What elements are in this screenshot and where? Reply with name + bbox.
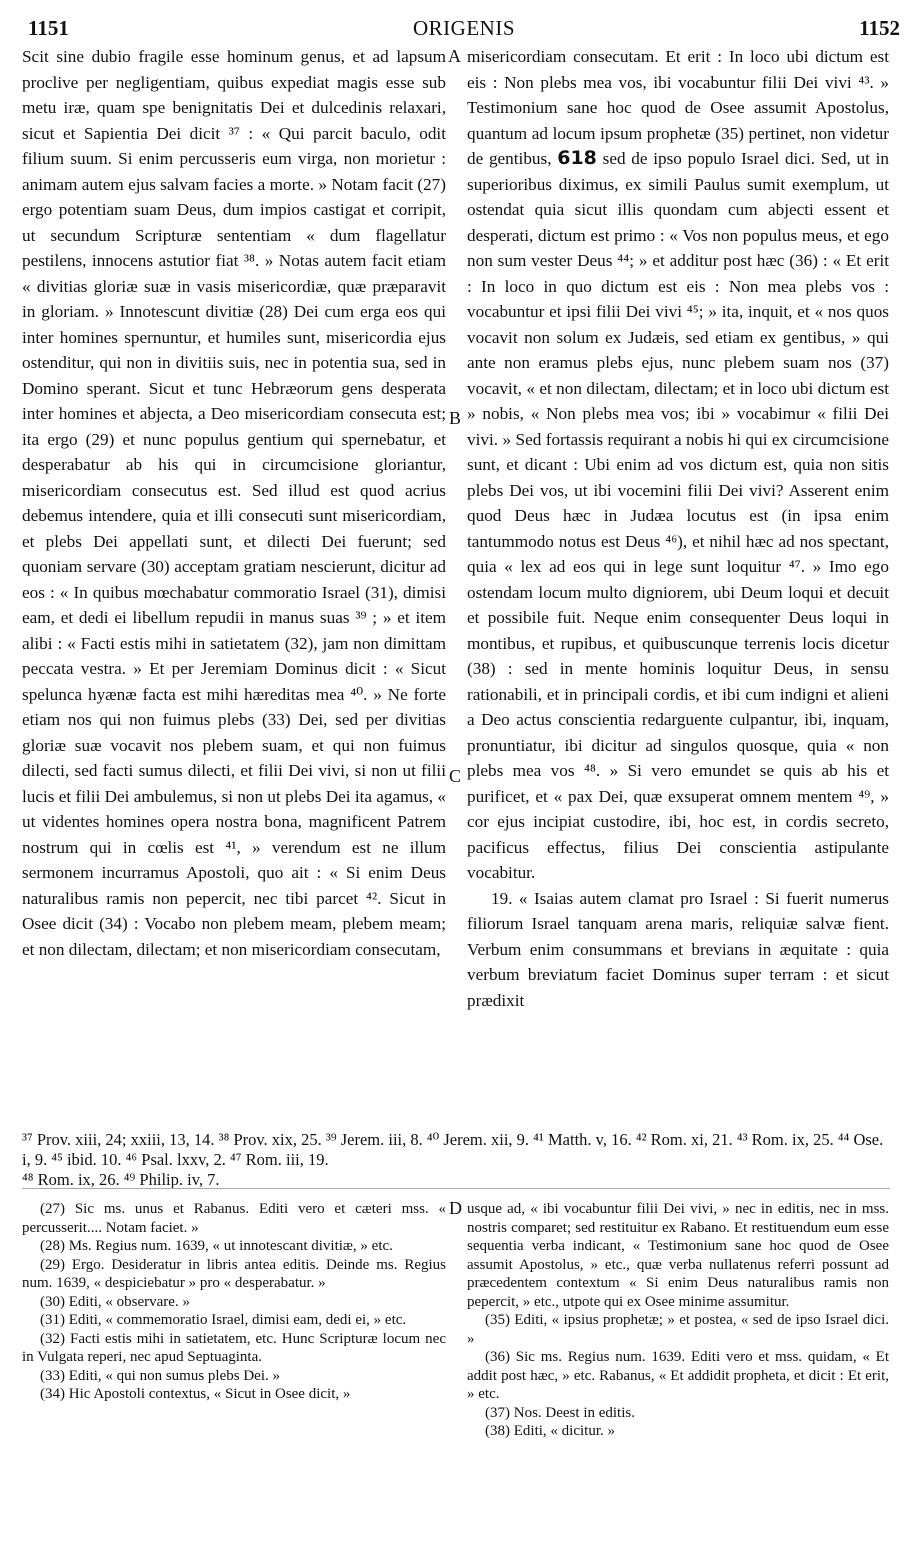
references-line-1: ³⁷ Prov. xiii, 24; xxiii, 13, 14. ³⁸ Prov. xix, 25. ³⁹ Jerem. iii, 8. ⁴⁰ Jerem. xii, 9. ⁴¹ Matth. v, 16. ⁴² Rom. xi, 21. ⁴³ Rom. ix, 25. ⁴⁴ Ose. i, 9. ⁴⁵ ibid. 10. ⁴⁶ Psal. lxxv, 2. ⁴⁷ Rom. iii, 19. bbox=[22, 1130, 884, 1169]
running-title: ORIGENIS bbox=[413, 16, 515, 40]
references-line-2: ⁴⁸ Rom. ix, 26. ⁴⁹ Philip. iv, 7. bbox=[22, 1170, 220, 1189]
footnote-33: (33) Editi, « qui non sumus plebs Dei. » bbox=[40, 1367, 280, 1384]
page-number-left: 1151 bbox=[28, 16, 69, 40]
page-number-right: 1152 bbox=[859, 16, 900, 40]
body-paragraph bbox=[467, 44, 889, 886]
margin-letter-a: A bbox=[448, 46, 461, 66]
margin-letter-c: C bbox=[449, 766, 462, 786]
body-paragraph: Scit sine dubio fragile esse hominum genus, et ad lapsum proclive per negligentiam, quibus expediat magis esse sub metu iræ, quam spe benignitatis Dei et dulcedinis relaxari, sicut et Sapientia Dei dicit ³⁷ : « Qui parcit baculo, odit filium suum. Si enim percusseris eum virga, non morietur : animam autem ejus salvam facies a morte. » Notam facit (27) ergo potentiam suam Deus, dum impios castigat et corripit, ut secundum Scripturæ sententiam « dum flagellatur pestilens, innocens astutior fiat ³⁸. » Notas autem facit etiam « divitias gloriæ suæ in vasis misericordiæ, quæ præparavit in gloriam. » Innotescunt divitiæ (28) Dei cum erga eos qui inter homines spernuntur, et humiles sunt, misericordia ejus ostenditur, qui non in divitiis suis, nec in potentia sua, sed in Domino sperant. Sicut et tunc Hebræorum gens desperata inter homines et abjecta, a Deo misericordiam consecuta est; ita ergo (29) et nunc populus gentium qui spernebatur, et desperabatur ab his qui in circumcisione gloriantur, misericordiam consecutus est. Sed illud est quod acrius debemus intendere, quia et illi consecuti sunt misericordiam, et plebs Dei appellati sunt, et dilecti Dei fuerunt; sed quoniam servare (30) acceptam gratiam nescierunt, dicitur ad eos : « In quibus mœchabatur commoratio Israel (31), dimisi eam, et dedi ei libellum repudii in manus suas ³⁹ ; » et item alibi : « Facti estis mihi in satietatem (32), jam non dimittam peccata vestra. » Et per Jeremiam Dominus dicit : « Sicut spelunca hyænæ facta est mihi hæreditas mea ⁴⁰. » Ne forte etiam nos qui non fuimus plebs (33) Dei, sed per divitias gloriæ suæ vocavit nos plebem suam, et qui non fuimus dilecti, sed facti sumus dilecti, et filii Dei vivi, si non ut filii lucis et filii Dei ambulemus, si non ut plebs Dei ita agamus, « ut videntes homines opera nostra bona, magnificent Patrem nostrum qui in cœlis est ⁴¹, » verendum est ne illum sermonem incurramus Apostoli, quo ait : « Si enim Deus naturalibus ramis non pepercit, nec tibi parcet ⁴². Sicut in Osee dicit (34) : Vocabo non plebem meam, plebem meam; et non dilectam, dilectam; et non misericordiam consecutam, bbox=[22, 47, 446, 959]
footnote-divider bbox=[22, 1188, 890, 1189]
scripture-references bbox=[22, 1130, 890, 1190]
footnote-30: (30) Editi, « observare. » bbox=[40, 1293, 190, 1310]
page-header bbox=[28, 16, 900, 40]
footnotes-left-column bbox=[22, 1200, 446, 1404]
margin-letter-d: D bbox=[449, 1198, 462, 1218]
body-text: sed de ipso populo Israel dici. Sed, ut in superioribus diximus, ex simili Paulus sumit exemplum, ut ostendat quia sicut illis quondam cum abjecti essent et desperati, dictum est primo : « Vos non populus meus, et ego non sum vester Deus ⁴⁴; » et additur post hæc (36) : « Et erit : In loco in quo dictum est eis : Non mea plebs vos : vocabuntur et ipsi filii Dei vivi ⁴⁵; » ita, inquit, et « nos quos vocavit non solum ex Judæis, sed etiam ex gentibus, » qui ante non eramus plebs ejus, nunc plebem suam nos (37) vocavit, « et non dilectam, dilectam; et in loco ubi dictum est » nobis, « Non plebs mea vos; ibi » vocabimur « filii Dei vivi. » Sed fortassis requirant a nobis hi qui ex circumcisione sunt, et dicant : Ubi enim ad vos dictum est, quia non sitis plebs Dei vos, ut ibi vocemini filii Dei vivi? Asserent enim quod Deus hæc in Judæa locutus est (in ipsa enim tantummodo notus est Deus ⁴⁶), et nihil hæc ad nos spectant, quia « lex ad eos qui in lege sunt loquitur ⁴⁷. » Imo ego ostendam locum multo digniorem, ubi Deum loqui et decuit et possibile fuit. Neque enim consequenter Deus loqui in montibus, et rupibus, et quibuscunque terrenis locis dicetur (38) : sed in mente hominis loquitur Deus, in sensu rationabili, et in principali cordis, et ibi cum indigni et alieni a Deo actus conscientia redarguente culpantur, ibi, inquam, pronuntiatur, ibi dicitur ad singulos quosque, quia « non plebs mea vos ⁴⁸. » Si vero emundet se quis ab his et purificet, et « pax Dei, quæ exsuperat omnem mentem ⁴⁹, » cor ejus incipiat custodire, ibi, hoc est, in cordis secreto, pacificus effectus, filius Dei conscientia astipulante vocabitur. bbox=[467, 149, 890, 882]
footnote-34: (34) Hic Apostoli contextus, « Sicut in Osee dicit, » bbox=[40, 1386, 351, 1402]
page-marker-618: 618 bbox=[557, 147, 597, 169]
section-19-paragraph: 19. « Isaias autem clamat pro Israel : Si fuerit numerus filiorum Israel tanquam arena maris, reliquiæ salvæ fient. Verbum enim consummans et brevians in æquitate : quia verbum breviatum faciet Dominus super terram : et sicut prædixit bbox=[467, 888, 889, 1010]
footnotes-right-column bbox=[467, 1200, 889, 1441]
footnote-38: (38) Editi, « dicitur. » bbox=[485, 1423, 615, 1439]
body-text: misericordiam consecutam. Et erit : In loco ubi dictum est eis : Non plebs mea vos, ibi vocabuntur filii Dei vivi ⁴³. » Testimonium sane hoc quod de Osee assumit Apostolus, quantum ad locum ipsum prophetæ (35) pertinet, non videtur de gentibus, bbox=[467, 47, 889, 168]
footnote-32: (32) Facti estis mihi in satietatem, etc. Hunc Scripturæ locum nec in Vulgata reperi, nec apud Septuaginta. bbox=[22, 1330, 446, 1365]
footnote-34-continued: usque ad, « ibi vocabuntur filii Dei vivi, » nec in editis, nec in mss. nostris comparet; sed restituitur ex Rabano. Et restituendum eum esse sequentia verba indicant, « Testimonium sane hoc quod de Osee assumit Apostolus, » etc., quæ verba nullatenus referri possunt ad præcedentem contextum « Si enim Deus naturalibus ramis non pepercit, » etc., utpote qui ex Osee minime assumitur. bbox=[467, 1201, 889, 1310]
main-text-left-column bbox=[22, 44, 446, 962]
footnote-35: (35) Editi, « ipsius prophetæ; » et postea, « sed de ipso Israel dici. » bbox=[467, 1312, 889, 1347]
footnote-27: (27) Sic ms. unus et Rabanus. Editi vero et cæteri mss. « percusserit.... Notam faciet. » bbox=[22, 1201, 446, 1236]
main-text-right-column bbox=[467, 44, 889, 1013]
footnote-29: (29) Ergo. Desideratur in libris antea editis. Deinde ms. Regius num. 1639, « despiciebatur » pro « desperabatur. » bbox=[22, 1256, 446, 1291]
margin-letter-b: B bbox=[449, 408, 462, 428]
footnote-36: (36) Sic ms. Regius num. 1639. Editi vero et mss. quidam, « Et addit post hæc, » etc. Rabanus, « Et addidit propheta, et dicit : Et erit, » etc. bbox=[467, 1349, 889, 1402]
footnote-28: (28) Ms. Regius num. 1639, « ut innotescant divitiæ, » etc. bbox=[40, 1238, 393, 1254]
footnote-31: (31) Editi, « commemoratio Israel, dimisi eam, dedi ei, » etc. bbox=[40, 1312, 407, 1328]
footnote-37: (37) Nos. Deest in editis. bbox=[485, 1404, 635, 1421]
